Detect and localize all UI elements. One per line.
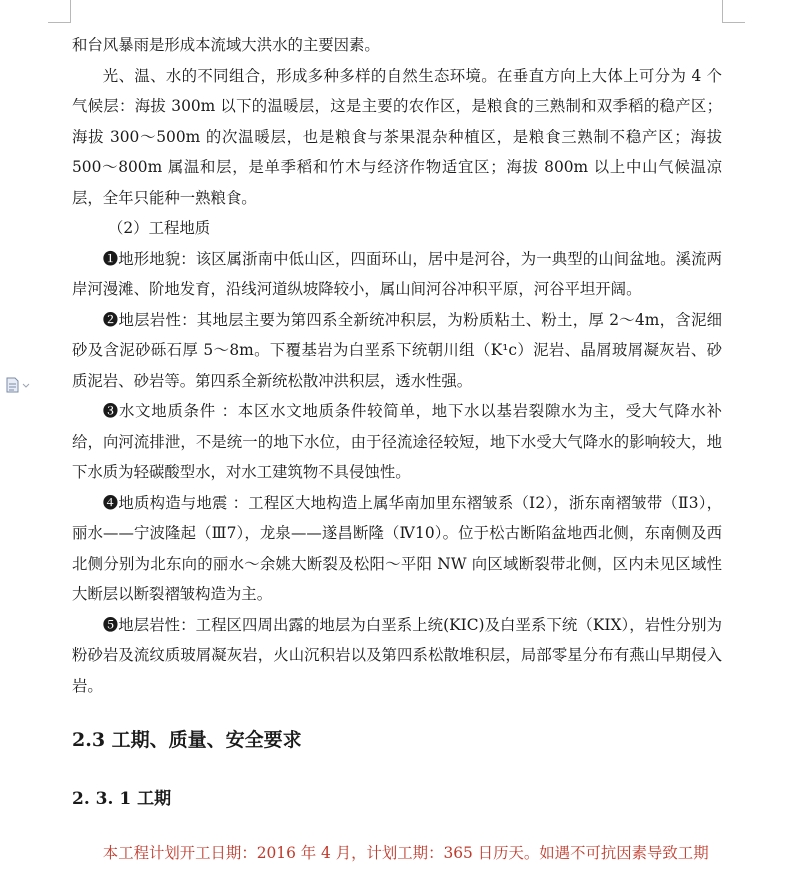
- paragraph-landform: ❶地形地貌：该区属浙南中低山区，四面环山，居中是河谷，为一典型的山间盆地。溪流两岸河漫滩、阶地发育，沿线河道纵坡降较小，属山间河谷冲积平原，河谷平坦开阔。: [72, 249, 722, 298]
- paragraph-stratum-lithology: ❷地层岩性：其地层主要为第四系全新统冲积层，为粉质粘土、粉土，厚 2～4m，含泥细砂及含泥砂砾石厚 5～8m。下覆基岩为白垩系下统朝川组（K¹c）泥岩、晶屑玻屑凝灰岩、砂质泥岩、砂岩等。第四系全新统松散冲洪积层，透水性强。: [72, 310, 722, 390]
- section-heading-2-3: 2.3 工期、质量、安全要求: [72, 729, 302, 751]
- paragraph-geological-structure: ❹地质构造与地震 ：工程区大地构造上属华南加里东褶皱系（Ⅰ2），浙东南褶皱带（Ⅱ3），丽水——宁波隆起（Ⅲ7），龙泉——遂昌断隆（Ⅳ10）。位于松古断陷盆地西北侧，东南侧及西北侧分别为北东向的丽水～余姚大断裂及松阳～平阳 NW 向区域断裂带北侧，区内未见区域性大断层以断裂褶皱构造为主。: [72, 493, 722, 603]
- paragraph-hydrogeology: ❸水文地质条件 ：本区水文地质条件较简单，地下水以基岩裂隙水为主，受大气降水补给，向河流排泄，不是统一的地下水位，由于径流途径较短，地下水受大气降水的影响较大，地下水质为轻碳酸型水，对水工建筑物不具侵蚀性。: [72, 402, 722, 481]
- paragraph-flood-factors: 和台风暴雨是形成本流域大洪水的主要因素。: [72, 36, 380, 54]
- schedule-paragraph-red: 本工程计划开工日期：2016 年 4 月，计划工期：365 日历天。如遇不可抗因素导致工期: [102, 844, 709, 862]
- paragraph-stratum-lithology-2: ❺地层岩性：工程区四周出露的地层为白垩系上统(KIC)及白垩系下统（KIX），岩性分别为粉砂岩及流纹质玻屑凝灰岩，火山沉积岩以及第四系松散堆积层，局部零星分布有燕山早期侵入岩。: [72, 615, 722, 695]
- page-margin-corner-right: [722, 0, 745, 23]
- section-heading-2-3-1: 2. 3. 1 工期: [72, 789, 172, 809]
- document-page: [72, 30, 722, 869]
- sub-heading-engineering-geology: （2）工程地质: [108, 219, 211, 237]
- paragraph-climate-layers: 光、温、水的不同组合，形成多种多样的自然生态环境。在垂直方向上大体上可分为 4 个气候层：海拔 300m 以下的温暖层，这是主要的农作区，是粮食的三熟制和双季稻的稳产区；海拔 300～500m 的次温暖层，也是粮食与茶果混杂种植区，是粮食三熟制不稳产区；海拔 500～800m 属温和层，是单季稻和竹木与经济作物适宜区；海拔 800m 以上中山气候温凉层，全年只能种一熟粮食。: [72, 66, 722, 207]
- document-comment-icon[interactable]: [4, 376, 32, 394]
- page-margin-corner-left: [48, 0, 71, 23]
